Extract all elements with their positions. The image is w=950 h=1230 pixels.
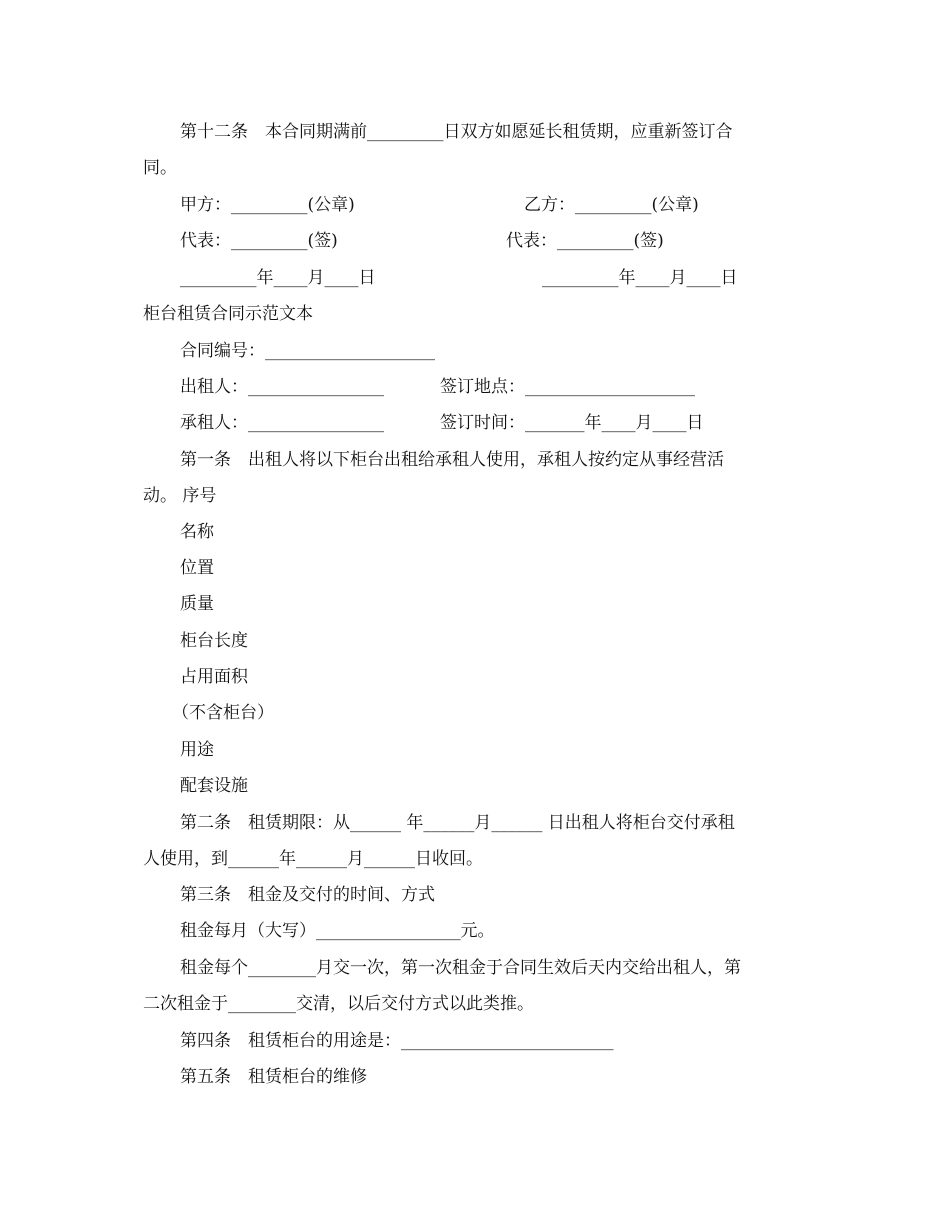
rent-payment-line-1: 租金每个________月交一次，第一次租金于合同生效后天内交给出租人，第 xyxy=(180,958,741,978)
rent-monthly: 租金每月（大写）_________________元。 xyxy=(180,921,495,941)
item-quality: 质量 xyxy=(180,594,214,614)
article-5: 第五条 租赁柜台的维修 xyxy=(180,1067,367,1087)
article-4: 第四条 租赁柜台的用途是：_________________________ xyxy=(180,1031,614,1051)
article-12-line-1: 第十二条 本合同期满前_________日双方如愿延长租赁期，应重新签订合 xyxy=(180,122,733,142)
item-counter-length: 柜台长度 xyxy=(180,631,248,651)
document-title: 柜台租赁合同示范文本 xyxy=(143,304,313,324)
item-position: 位置 xyxy=(180,558,214,578)
item-occupied-area: 占用面积 xyxy=(180,667,248,687)
item-facilities: 配套设施 xyxy=(180,776,248,796)
rent-payment-line-2: 二次租金于________交清，以后交付方式以此类推。 xyxy=(143,994,534,1014)
representative-a: 代表：_________(签) xyxy=(180,231,338,251)
contract-number: 合同编号：____________________ xyxy=(180,341,435,361)
item-area-note: （不含柜台） xyxy=(172,703,274,723)
signing-place-field: 签订地点：____________________ xyxy=(440,377,695,397)
article-2-line-2: 人使用，到______年______月______日收回。 xyxy=(143,849,483,869)
item-name: 名称 xyxy=(180,522,214,542)
lessor-field: 出租人：________________ xyxy=(180,377,384,397)
signing-time-field: 签订时间：_______年____月____日 xyxy=(440,413,704,433)
representative-b: 代表：_________(签) xyxy=(506,231,664,251)
date-a: _________年____月____日 xyxy=(180,268,376,288)
item-usage: 用途 xyxy=(180,740,214,760)
article-1-line-2: 动。 序号 xyxy=(143,486,217,506)
lessee-field: 承租人：________________ xyxy=(180,413,384,433)
article-3: 第三条 租金及交付的时间、方式 xyxy=(180,885,435,905)
party-b-seal: 乙方：_________(公章) xyxy=(524,195,699,215)
article-1-line-1: 第一条 出租人将以下柜台出租给承租人使用，承租人按约定从事经营活 xyxy=(180,450,724,470)
party-a-seal: 甲方：_________(公章) xyxy=(180,195,355,215)
article-12-line-2: 同。 xyxy=(143,158,177,178)
date-b: _________年____月____日 xyxy=(542,268,738,288)
article-2-line-1: 第二条 租赁期限：从______ 年______月______ 日出租人将柜台交付承租 xyxy=(180,813,735,833)
